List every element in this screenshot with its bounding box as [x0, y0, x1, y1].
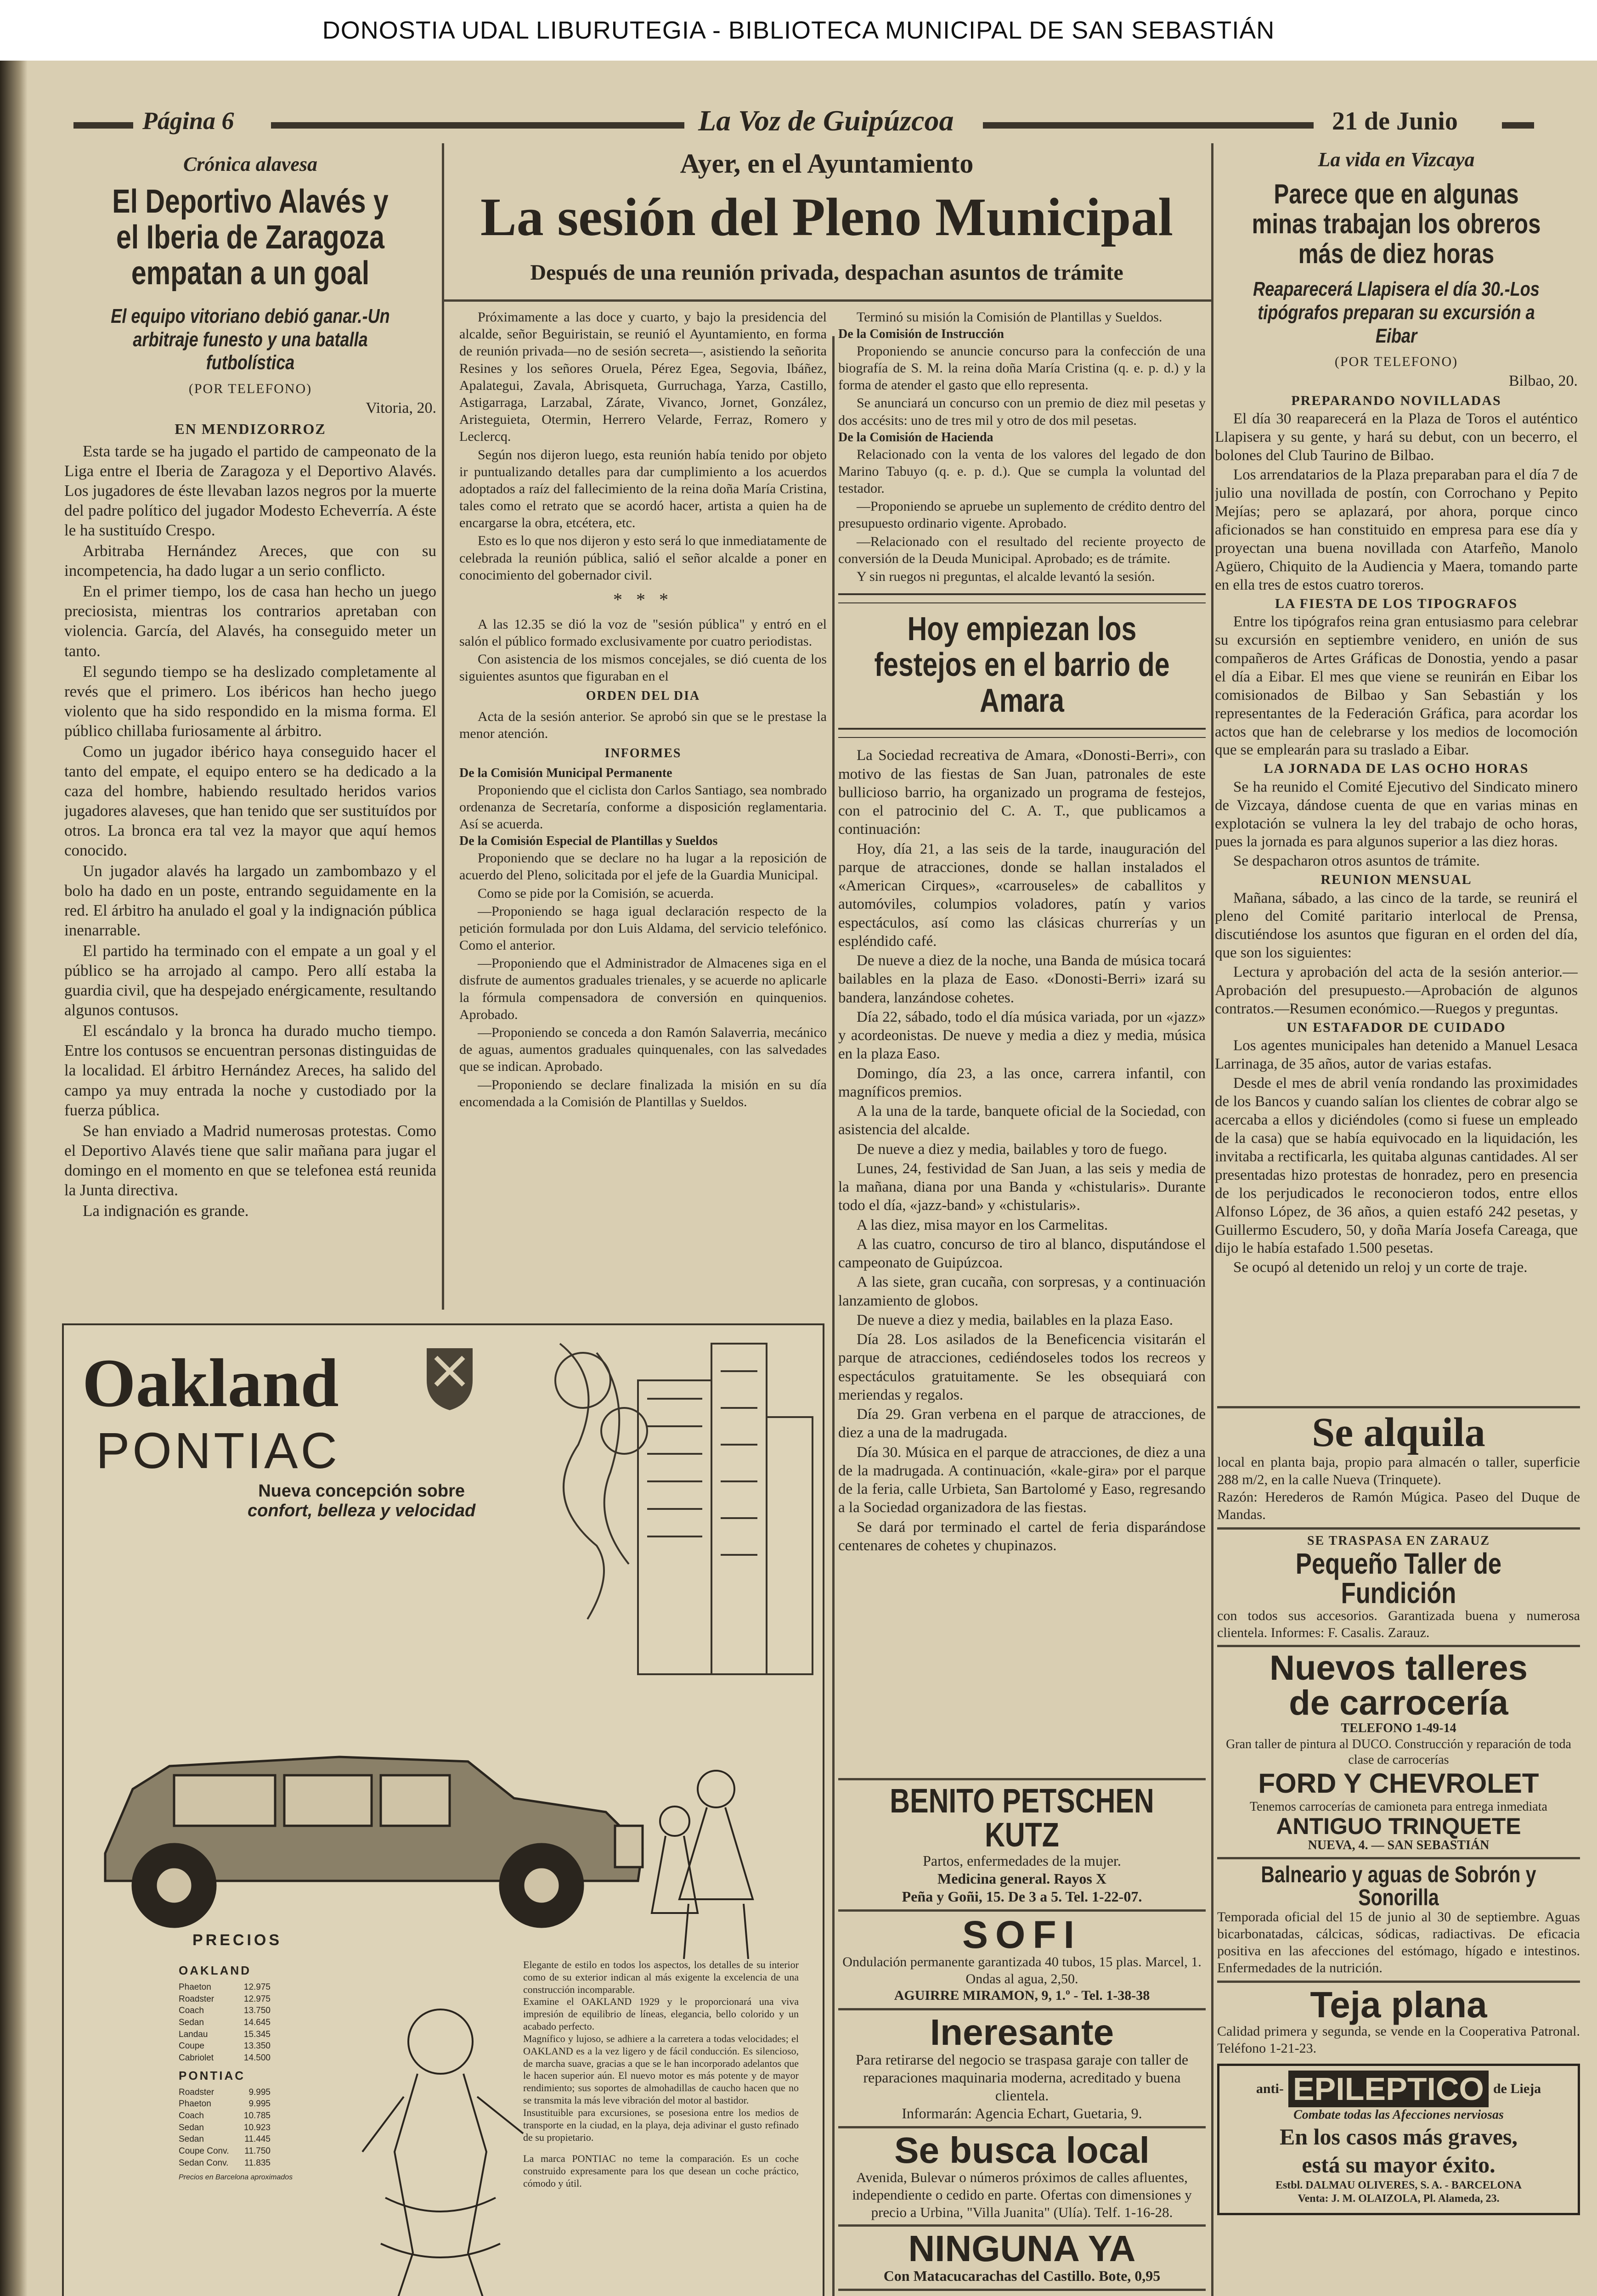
model-name: Sedan	[179, 2122, 204, 2133]
banner-text: DONOSTIA UDAL LIBURUTEGIA - BIBLIOTECA MUNICIPAL DE SAN SEBASTIÁN	[322, 17, 1275, 44]
paragraph: Según nos dijeron luego, esta reunión había tenido por objeto ir puntualizando detalles para dar cumplimiento a los acuerdos adoptados a raíz del fallecimiento de la reina doña María Cristina, tales como el retrato que se acordó hacer, artista a quien ha de encargarse la obra, etcétera, etc.	[459, 447, 827, 531]
masthead-rule-mid2	[983, 122, 1314, 129]
paragraph: Próximamente a las doce y cuarto, y bajo la presidencia del alcalde, señor Beguiristain, se reunió el Ayuntamiento, en forma de reunión privada—no de sesión secreta—, asistiendo la señorita Resines y los señores Oruela, Pérez Egea, Segovia, Ibáñez, Apalategui, Zavala, Abrisqueta, Gurruchaga, Yarza, Castillo, Astigarraga, Larzabal, Zárate, Vivanco, Jornet, González, Aristeguieta, Otermin, Herrero Velarde, Ferraz, Romero y Leclercq.	[459, 310, 827, 445]
ad-line: está su mayor éxito.	[1302, 2151, 1495, 2178]
price-row	[179, 2145, 271, 2157]
ad-line: Medicina general. Rayos X	[937, 1870, 1106, 1887]
paragraph: Día 30. Música en el parque de atracciones, de diez a una de la madrugada. A continuación, «kale-gira» por el parque de la feria, calle Urbieta, San Bartolomé y Easo, regresando a la Sociedad organizadora de las fiestas.	[838, 1444, 1206, 1516]
ad-line: Avenida, Bulevar o números próximos de calles afluentes, independiente o cedido en parte. Ofertas con dimensiones y precio a Urbina, "Villa Juanita" (Ulía). Telf. 1-16-28.	[852, 2169, 1192, 2220]
paragraph: Se dará por terminado el cartel de feria disparándose centenares de cohetes y chupinazos.	[838, 1519, 1206, 1554]
model-name: Coach	[179, 2006, 204, 2016]
paragraph: A las siete, gran cucaña, con sorpresas, y a continuación lanzamiento de globos.	[838, 1274, 1206, 1309]
paragraph: Se han enviado a Madrid numerosas protestas. Como el Deportivo Alavés tiene que salir mañana para jugar el domingo en el momento en que se telefonea está reunida la Junta directiva.	[64, 1121, 436, 1199]
ad-title: BENITO PETSCHEN KUTZ	[890, 1782, 1154, 1854]
paragraph: Se despacharon otros asuntos de trámite.	[1233, 853, 1480, 870]
informes-heading: INFORMES	[604, 746, 682, 761]
model-price: 14.645	[243, 2018, 271, 2028]
paragraph: —Proponiendo se conceda a don Ramón Salaverria, mecánico de aguas, aumentos graduales quinquenales, con las salvedades que se indican. Aprobado.	[459, 1025, 827, 1075]
article-kicker: La vida en Vizcaya	[1318, 148, 1475, 171]
ad-divider	[838, 2126, 1206, 2128]
issue-date: 21 de Junio	[1332, 107, 1458, 135]
paragraph: Se ha reunido el Comité Ejecutivo del Sindicato minero de Vizcaya, dándose cuenta de que en varias minas en explotación se vulnera la ley del trabajo de ocho horas, pues la jornada es para algunos superior a las diez horas.	[1215, 778, 1578, 850]
model-price: 10.923	[243, 2122, 271, 2133]
model-price: 12.975	[243, 1994, 271, 2004]
ad-line: local en planta baja, propio para almacén o taller, superficie 288 m/2, en la calle Nueva (Trinquete).	[1217, 1454, 1580, 1488]
paragraph: A las diez, misa mayor en los Carmelitas.	[857, 1216, 1108, 1233]
ad-line: En los casos más graves,	[1279, 2123, 1518, 2150]
pontiac-brand: PONTIAC	[96, 1423, 340, 1479]
ad-divider	[1217, 1406, 1580, 1408]
ornamental-rule	[838, 728, 1206, 738]
paragraph: Proponiendo que el ciclista don Carlos Santiago, sea nombrado ordenanza de Secretaría, conforme a disposición reglamentaria. Así se acuerda.	[459, 782, 827, 832]
masthead-rule-mid1	[271, 122, 684, 129]
article-dateline: Bilbao, 20.	[1508, 372, 1578, 390]
paragraph: A las cuatro, concurso de tiro al blanco, disputándose el campeonato de Guipúzcoa.	[838, 1236, 1206, 1272]
paragraph: El escándalo y la bronca ha durado mucho tiempo. Entre los contusos se encuentran personas distinguidas de la localidad. El árbitro Hernández Areces, ha salido del campo ya muy entrada la noche y custodiado por la fuerza pública.	[64, 1022, 436, 1119]
paragraph: Examine el OAKLAND 1929 y le proporcionará una viva impresión de equilibrio de líneas, elegancia, bello colorido y un acabado perfecto.	[523, 1996, 799, 2032]
section-heading: PREPARANDO NOVILLADAS	[1291, 393, 1501, 409]
ad-ineresante	[838, 2011, 1206, 2122]
paragraph: El día 30 reaparecerá en la Plaza de Toros el auténtico Llapisera y su gente, y hará su debut, con un becerro, el bolones del Club Taurino de Bilbao.	[1215, 411, 1578, 464]
newspaper-page	[0, 61, 1597, 2296]
ad-divider	[1217, 1981, 1580, 1983]
price-row	[179, 2087, 271, 2099]
paragraph: Desde el mes de abril venía rondando las proximidades de los Bancos y cuando salían los clientes de cobrar algo se acercaba a ellos y diciéndoles (como si fuese un empleado de la casa) que se había equivocado en la liquidación, les invitaba a rectificarla, les quitaba algunas cantidades. Al ser presentadas hizo protestas de honradez, pero en presencia de los perjudicados le reconocieron todos, entre ellos Alfonso López, de 36 años, a quien estafó 242 pesetas, y Guillermo Escudero, 50, y doña María Josefa Careaga, que dijo le había estafado 1.500 pesetas.	[1215, 1075, 1578, 1257]
ad-title: Nuevos talleres	[1270, 1649, 1528, 1688]
pleno-kicker: Ayer, en el Ayuntamiento	[680, 148, 974, 179]
ad-local	[838, 2132, 1206, 2221]
orden-heading: ORDEN DEL DIA	[586, 689, 700, 703]
article-headline: El Deportivo Alavés y el Iberia de Zaragoza empatan a un goal	[112, 183, 389, 292]
paragraph: Entre los tipógrafos reina gran entusiasmo para celebrar su excursión en septiembre venidero, en unión de sus compañeros de Artes Gráficas de Donostia, yendo a pasar el día a Eibar. El mes que viene se reunirán en Eibar los comisionados de Bilbao y San Sebastián y los representantes de la Federación Gráfica, para acordar los actos que han de celebrarse y los medios de locomoción que se emplearán para su traslado a Eibar.	[1215, 613, 1578, 759]
ad-line: Estbl. DALMAU OLIVERES, S. A. - BARCELONA	[1275, 2179, 1522, 2191]
ad-line: Temporada oficial del 15 de junio al 30 de septiembre. Aguas bicarbonatadas, cálcicas, sódicas, radiactivas. De eficacia positiva en las afecciones del estómago, hígado e intestinos. Enfermedades de la nutrición.	[1217, 1909, 1580, 1975]
paragraph: Elegante de estilo en todos los aspectos, los detalles de su interior como de su exterior indican al más exigente la excelencia de una construcción incomparable.	[523, 1959, 799, 1995]
ad-title: NINGUNA YA	[908, 2228, 1136, 2269]
masthead-rule-right	[1502, 122, 1534, 129]
ad-divider	[1217, 1527, 1580, 1530]
price-row	[179, 2098, 271, 2110]
section-heading: REUNION MENSUAL	[1320, 872, 1472, 888]
paragraph: La marca PONTIAC no teme la comparación. Es un coche construido expresamente para los que desean un coche práctico, cómodo y útil.	[523, 2153, 799, 2189]
price-row	[179, 2040, 271, 2052]
column-divider	[1211, 143, 1213, 2296]
ad-divider	[838, 2008, 1206, 2010]
model-name: Coach	[179, 2110, 204, 2121]
model-name: Landau	[179, 2029, 208, 2039]
model-price: 11.750	[244, 2146, 271, 2156]
ad-antiepileptico	[1217, 2064, 1580, 2215]
article-vizcaya	[1215, 148, 1578, 1489]
section-heading: LA FIESTA DE LOS TIPOGRAFOS	[1275, 596, 1518, 611]
section-heading: EN MENDIZORROZ	[175, 421, 326, 438]
ad-line: de Lieja	[1493, 2081, 1541, 2096]
paragraph: Arbitraba Hernández Areces, que con su incompetencia, ha dado lugar a un serio conflicto.	[64, 542, 436, 580]
library-banner	[0, 0, 1597, 61]
paragraph: Como se pide por la Comisión, se acuerda.	[478, 885, 714, 901]
paragraph: —Proponiendo se apruebe un suplemento de crédito dentro del presupuesto ordinario vigente. Aprobado.	[838, 499, 1206, 531]
binding-shadow	[0, 61, 28, 2296]
ad-title: Pequeño Taller de Fundición	[1295, 1547, 1502, 1609]
paragraph: Esto es lo que nos dijeron y esto será lo que inmediatamente de celebrada la reunión pública, salió el señor alcalde a poner en conocimiento del gobernador civil.	[459, 533, 827, 583]
model-price: 9.995	[248, 2099, 271, 2109]
model-name: Sedan	[179, 2018, 204, 2028]
ad-title: Balneario y aguas de Sobrón y Sonorilla	[1261, 1862, 1536, 1911]
paragraph: Y sin ruegos ni preguntas, el alcalde levantó la sesión.	[857, 568, 1155, 584]
model-name: Roadster	[179, 2087, 214, 2097]
paragraph: Los agentes municipales han detenido a Manuel Lesaca Larrinaga, de 35 años, autor de varias estafas.	[1215, 1037, 1578, 1073]
comision-heading: De la Comisión Especial de Plantillas y Sueldos	[459, 834, 718, 849]
oakland-brand: Oakland	[82, 1345, 339, 1421]
paragraph: La indignación es grande.	[83, 1201, 249, 1220]
paragraph: Se anunciará un concurso con un premio de diez mil pesetas y dos accésits: uno de tres mil y otro de dos mil pesetas.	[838, 395, 1206, 428]
paragraph: El segundo tiempo se ha deslizado completamente al revés que el primero. Los ibéricos han hecho juego violento que ha sido respondido en la misma forma. El público chillaba furiosamente al árbitro.	[64, 662, 436, 740]
comision-heading: De la Comisión de Hacienda	[838, 430, 993, 445]
price-list-heading: OAKLAND	[179, 1964, 251, 1977]
ad-divider	[838, 2224, 1206, 2227]
price-list	[179, 1959, 293, 2183]
ad-title: SOFI	[962, 1913, 1082, 1957]
column-divider	[442, 143, 444, 1310]
ad-line: Razón: Herederos de Ramón Múgica. Paseo del Duque de Mandas.	[1217, 1489, 1580, 1523]
paragraph: Día 28. Los asilados de la Beneficencia visitarán el parque de atracciones, cediéndoseles todos los recreos y espectáculos gratuitamente. Se les obsequiará con meriendas y regalos.	[838, 1331, 1206, 1403]
paragraph: Día 22, sábado, todo el día música variada, por un «jazz» y acordeonistas. De nueve y media a diez y media, música en la plaza Easo.	[838, 1008, 1206, 1063]
ad-title: de carrocería	[1289, 1683, 1508, 1723]
model-price: 11.445	[244, 2134, 271, 2144]
ad-line: Tenemos carrocerías de camioneta para entrega inmediata	[1250, 1799, 1547, 1814]
paragraph: En el primer tiempo, los de casa han hecho un juego preciosista, mientras los contrarios apretaban con violencia. García, del Alavés, ha conseguido meter un tanto.	[64, 582, 436, 660]
paragraph: —Proponiendo que el Administrador de Almacenes siga en el disfrute de aumentos graduales trienales, y se acuerde no aplicarle la fórmula compensadora de conversión en quinquenios. Aprobado.	[459, 956, 827, 1022]
ad-line: Combate todas las Afecciones nerviosas	[1293, 2107, 1504, 2122]
ad-title: Se busca local	[894, 2130, 1150, 2171]
ad-line: Partos, enfermedades de la mujer.	[923, 1852, 1121, 1869]
paragraph: Proponiendo se anuncie concurso para la confección de una biografía de S. M. la reina doña María Cristina (q. e. p. d.) y la forma de atender el gasto que ello representa.	[838, 343, 1206, 393]
ad-sofi	[838, 1915, 1206, 2004]
model-price: 10.785	[243, 2110, 271, 2121]
paragraph: Mañana, sábado, a las cinco de la tarde, se reunirá el pleno del Comité paritario interlocal de Prensa, discutiéndose los asuntos que figuran en el orden del día, que son los siguientes:	[1215, 889, 1578, 962]
price-row	[179, 2133, 271, 2145]
article-alaves	[64, 152, 436, 1310]
newspaper-name: La Voz de Guipúzcoa	[698, 104, 954, 137]
ad-line: con todos sus accesorios. Garantizada buena y numerosa clientela. Informes: F. Casalis. Zarauz.	[1217, 1608, 1580, 1640]
ad-line: Ondulación permanente garantizada 40 tubos, 15 plas. Marcel, 1. Ondas al agua, 2,50.	[842, 1954, 1202, 1986]
ornamental-rule	[838, 593, 1206, 603]
paragraph: Los arrendatarios de la Plaza preparaban para el día 7 de julio una novillada de postín, con Corrochano y Pepito Mejías; pero se aplazará, por ahora, porque cinco aficionados se han constituido en empresa para ese día y proyectan una buena novillada con Atarfeño, Manolo Agüero, Chiquito de la Audiencia y Maera, tomando parte en ella tres de estos cuatro toreros.	[1215, 467, 1578, 593]
ad-divider	[838, 2289, 1206, 2291]
price-row	[179, 2157, 271, 2169]
amara-headline: Hoy empiezan los festejos en el barrio de Amara	[874, 611, 1170, 719]
paragraph: De nueve a diez de la noche, una Banda de música tocará bailables en la plaza de Easo. «Donosti-Berri» izará su bandera, lanzándose cohetes.	[838, 952, 1206, 1006]
model-name: Sedan	[179, 2134, 204, 2144]
article-body	[1215, 393, 1578, 1277]
ad-balneario	[1217, 1863, 1580, 1977]
price-list-heading: PONTIAC	[179, 2068, 245, 2082]
article-kicker: Crónica alavesa	[183, 153, 318, 175]
masthead-rule-left	[73, 122, 133, 129]
ads-middle	[838, 1778, 1206, 2296]
paragraph: —Proponiendo se declare finalizada la misión en su día encomendada a la Comisión de Plantillas y Sueldos.	[459, 1077, 827, 1109]
ad-teja	[1217, 1986, 1580, 2057]
paragraph: El partido ha terminado con el empate a un goal y el público se ha arrojado al campo. Pero allí estaba la guardia civil, que ha despejado enérgicamente, resultando algunos contusos.	[64, 942, 436, 1019]
paragraph: La Sociedad recreativa de Amara, «Donosti-Berri», con motivo de las fiestas de San Juan, patronales de este bullicioso barrio, ha organizado un programa de festejos, con el patrocinio del C. A. T., que publicamos a continuación:	[838, 747, 1206, 838]
paragraph: Insustituible para excursiones, se posesiona entre los medios de transporte en la ciudad, en la playa, deja adivinar el gusto refinado de su propietario.	[523, 2106, 799, 2143]
model-name: Coupe Conv.	[179, 2146, 229, 2156]
paragraph: Magnífico y lujoso, se adhiere a la carretera a todas velocidades; el OAKLAND es a la vez ligero y de fácil conducción. Es silencioso, de marcha suave, gracias a que se le han incorporado adelantos que le hacen superior aún. El nuevo motor es más potente y de mayor rendimiento; sus soportes de almohadillas de caucho hacen que no se transmita la más leve vibración del motor al bastidor.	[523, 2032, 799, 2106]
oakland-copy	[523, 1959, 799, 2190]
comision-heading: De la Comisión de Instrucción	[838, 327, 1004, 342]
article-headline: Parece que en algunas minas trabajan los obreros más de diez horas	[1252, 179, 1541, 269]
ad-petschen	[838, 1784, 1206, 1906]
price-row	[179, 2052, 271, 2064]
ad-line: TELEFONO 1-49-14	[1341, 1721, 1456, 1736]
paragraph: A las 12.35 se dió la voz de "sesión pública" y entró en el salón el público formado exclusivamente por cuatro periodistas.	[459, 616, 827, 649]
pleno-body-left	[459, 309, 827, 1110]
article-byline: (POR TELEFONO)	[188, 381, 312, 397]
pleno-header	[448, 148, 1206, 299]
price-row	[179, 1981, 271, 1993]
column-divider	[832, 336, 835, 2296]
model-name: Sedan Conv.	[179, 2158, 229, 2168]
paragraph: Como un jugador ibérico haya conseguido hacer el tanto del empate, el equipo entero se ha dedicado a la caza del hombre, habiendo resultado heridos varios jugadores alaveses, que han tenido que ser sustituídos por otros. La bronca era tal vez la mayor que aquí hemos conocido.	[64, 742, 436, 859]
ad-line: Venta: J. M. OLAIZOLA, Pl. Alameda, 23.	[1298, 2192, 1500, 2205]
pleno-subhead: Después de una reunión privada, despachan asuntos de trámite	[530, 260, 1123, 285]
ad-title: EPILEPTICO	[1288, 2071, 1489, 2107]
model-price: 9.995	[248, 2087, 271, 2097]
ad-title: ANTIGUO TRINQUETE	[1276, 1813, 1521, 1840]
ad-line: Gran taller de pintura al DUCO. Construcción y reparación de toda clase de carrocerías	[1226, 1737, 1571, 1767]
page-number: Página 6	[142, 107, 234, 135]
paragraph: Día 29. Gran verbena en el parque de atracciones, de diez a una de la madrugada.	[838, 1406, 1206, 1441]
ad-title: FORD Y CHEVROLET	[1258, 1767, 1539, 1799]
paragraph: Lunes, 24, festividad de San Juan, a las seis y media de la mañana, diana por una Banda y «chistularis». Durante todo el día, «jazz-band» y «chistularis».	[838, 1160, 1206, 1214]
tagline-line: confort, belleza y velocidad	[248, 1501, 476, 1520]
ad-divider	[838, 1909, 1206, 1912]
model-price: 12.975	[243, 1982, 271, 1992]
paragraph: Terminó su misión la Comisión de Plantillas y Sueldos.	[857, 310, 1162, 325]
paragraph: Proponiendo que se declare no ha lugar a la reposición de acuerdo del Pleno, solicitada por el jefe de la Guardia Municipal.	[459, 850, 827, 883]
model-price: 15.345	[243, 2029, 271, 2039]
paragraph: —Relacionado con el resultado del reciente proyecto de conversión de la Deuda Municipal. Aprobado; es de trámite.	[838, 534, 1206, 566]
ad-line: NUEVA, 4. — SAN SEBASTIÁN	[1308, 1838, 1490, 1853]
price-row	[179, 2029, 271, 2041]
paragraph: —Proponiendo se haga igual declaración respecto de la petición formulada por don Luis Aldama, del servicio telefónico. Como el anterior.	[459, 903, 827, 953]
model-price: 14.500	[243, 2053, 271, 2063]
paragraph: Esta tarde se ha jugado el partido de campeonato de la Liga entre el Iberia de Zaragoza y el Deportivo Alavés. Los jugadores de éste llevaban lazos negros por la muerte del padre político del jugador Modesto Echeverría. A éste le ha sustituído Crespo.	[64, 442, 436, 540]
pleno-headline: La sesión del Pleno Municipal	[480, 187, 1173, 247]
ad-divider	[838, 1778, 1206, 1780]
ad-line: Con Matacucarachas del Castillo. Bote, 0,95	[883, 2268, 1161, 2285]
headline-rule	[443, 299, 1211, 302]
precios-heading: PRECIOS	[192, 1931, 282, 1949]
ad-line: AGUIRRE MIRAMON, 9, 1.º - Tel. 1-38-38	[894, 1988, 1150, 2003]
ad-alquila	[1217, 1412, 1580, 1524]
amara-body	[838, 746, 1206, 1555]
section-heading: UN ESTAFADOR DE CUIDADO	[1287, 1020, 1506, 1035]
comision-heading: De la Comisión Municipal Permanente	[459, 766, 672, 781]
ad-line: Para retirarse del negocio se traspasa garaje con taller de reparaciones maquinaria moderna, acreditado y buena clientela.	[855, 2051, 1189, 2104]
paragraph: A la una de la tarde, banquete oficial de la Sociedad, con asistencia del alcalde.	[838, 1103, 1206, 1138]
article-dateline: Vitoria, 20.	[366, 400, 436, 417]
paragraph: De nueve a diez y media, bailables y toro de fuego.	[857, 1141, 1168, 1158]
model-name: Cabriolet	[179, 2053, 214, 2063]
masthead	[73, 104, 1534, 143]
article-body	[64, 441, 436, 1221]
ad-ninguna	[838, 2230, 1206, 2285]
paragraph: Domingo, día 23, a las once, carrera infantil, con magníficos premios.	[838, 1065, 1206, 1100]
paragraph: Un jugador alavés ha largado un zambombazo y el bolo ha dado en un poste, entrando seguidamente en la red. El árbitro ha anulado el goal y la indignación pública inenarrable.	[64, 862, 436, 940]
ad-line: SE TRASPASA EN ZARAUZ	[1307, 1533, 1490, 1548]
ad-title: Ineresante	[930, 2011, 1114, 2053]
article-subhead: Reaparecerá Llapisera el día 30.-Los tipógrafos preparan su excursión a Eibar	[1253, 278, 1540, 347]
price-note: Precios en Barcelona aproximados	[179, 2173, 293, 2182]
section-stars: * * *	[613, 589, 673, 610]
ad-zarauz	[1217, 1533, 1580, 1642]
ad-divider	[1217, 1645, 1580, 1647]
pleno-body-right	[838, 309, 1206, 585]
paragraph: Se ocupó al detenido un reloj y un corte de traje.	[1233, 1259, 1528, 1276]
ad-title: Teja plana	[1310, 1984, 1487, 2025]
price-row	[179, 2017, 271, 2029]
ad-line: Peña y Goñi, 15. De 3 a 5. Tel. 1-22-07.	[902, 1888, 1142, 1905]
tagline-line: Nueva concepción sobre	[258, 1481, 465, 1501]
ad-line: Calidad primera y segunda, se vende en la Cooperativa Patronal. Teléfono 1-21-23.	[1217, 2023, 1580, 2056]
model-name: Roadster	[179, 1994, 214, 2004]
model-price: 13.350	[243, 2041, 271, 2051]
model-name: Phaeton	[179, 1982, 211, 1992]
price-row	[179, 2110, 271, 2122]
price-row	[179, 2122, 271, 2134]
ad-divider	[1217, 1857, 1580, 1859]
price-row	[179, 1993, 271, 2005]
ads-right	[1217, 1406, 1580, 2296]
paragraph: Lectura y aprobación del acta de la sesión anterior.—Aprobación del presupuesto.—Aprobación de algunos contratos.—Resumen económico.—Ruegos y preguntas.	[1215, 964, 1578, 1018]
ad-carroceria	[1217, 1651, 1580, 1853]
model-name: Coupe	[179, 2041, 204, 2051]
paragraph: Relacionado con la venta de los valores del legado de don Marino Tabuyo (q. e. p. d.). Que se cumpla la voluntad del testador.	[838, 446, 1206, 496]
ad-line: Informarán: Agencia Echart, Guetaria, 9.	[902, 2105, 1142, 2122]
ad-title: Se alquila	[1312, 1410, 1485, 1455]
paragraph: De nueve a diez y media, bailables en la plaza Easo.	[857, 1311, 1174, 1328]
article-byline: (POR TELEFONO)	[1334, 354, 1458, 370]
ad-line: anti-	[1256, 2081, 1284, 2096]
article-subhead: El equipo vitoriano debió ganar.-Un arbitraje funesto y una batalla futbolística	[111, 305, 390, 374]
ad-oakland-pontiac	[62, 1323, 824, 2296]
paragraph: Acta de la sesión anterior. Se aprobó sin que se le prestase la menor atención.	[459, 709, 827, 742]
model-name: Phaeton	[179, 2099, 211, 2109]
section-heading: LA JORNADA DE LAS OCHO HORAS	[1264, 761, 1529, 777]
model-price: 11.835	[244, 2158, 271, 2168]
paragraph: Hoy, día 21, a las seis de la tarde, inauguración del parque de atracciones, donde se hallan instalados el «American Cirques», «carrouseles» de caballitos y automóviles, columpios voladores, patín y varios espectáculos, así como las clásicas churrerías y un espléndido café.	[838, 840, 1206, 950]
paragraph: Con asistencia de los mismos concejales, se dió cuenta de los siguientes asuntos que figuraban en el	[459, 651, 827, 684]
model-price: 13.750	[243, 2006, 271, 2016]
pleno-column-left	[459, 309, 827, 1300]
pleno-column-right	[838, 309, 1206, 1769]
price-row	[179, 2005, 271, 2017]
